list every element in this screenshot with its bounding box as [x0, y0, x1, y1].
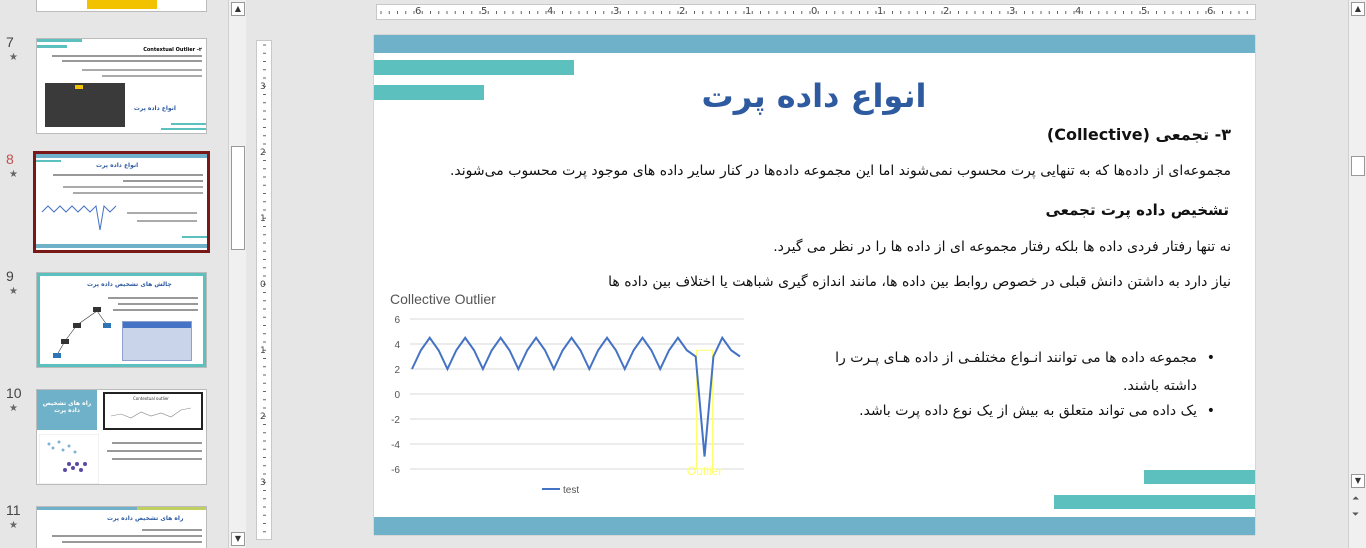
next-slide-icon[interactable]: ⏷	[1352, 510, 1360, 520]
thumbnail-scatter	[39, 434, 99, 484]
ruler-label: 0	[811, 6, 818, 17]
previous-slide-icon[interactable]: ⏶	[1352, 494, 1360, 504]
scroll-up-button[interactable]: ▲	[231, 2, 245, 16]
bullet-line-continuation[interactable]: داشته باشند.	[1123, 378, 1197, 394]
ruler-label: 1	[877, 6, 884, 17]
animation-star-icon: ★	[9, 520, 18, 531]
scroll-up-button[interactable]: ▲	[1351, 2, 1365, 16]
animation-star-icon: ★	[9, 403, 18, 414]
ruler-label: 5	[481, 6, 488, 17]
accent-bar	[1144, 470, 1255, 484]
ruler-label: 6	[415, 6, 422, 17]
thumbnail-title: راه های تشخیص داده پرت	[107, 515, 184, 522]
thumbnail-chart-image	[45, 83, 125, 127]
thumbnail-table	[122, 321, 192, 361]
thumbnail-heading: Contextual Outlier -۲	[143, 47, 202, 53]
ruler-label: 2	[679, 6, 686, 17]
bottom-band	[374, 517, 1255, 535]
thumbnail-slide-8[interactable]	[33, 151, 210, 253]
scroll-down-button[interactable]: ▼	[231, 532, 245, 546]
accent-bar	[1054, 495, 1255, 509]
thumbnail-number: 7	[6, 34, 14, 50]
y-tick-label: -4	[391, 440, 400, 451]
chart-title: Collective Outlier	[390, 291, 496, 307]
ruler-label: 1	[260, 346, 266, 356]
ruler-label: 2	[260, 412, 266, 422]
bullet-icon: •	[1206, 350, 1215, 366]
top-band	[374, 35, 1255, 53]
thumbnail-title: راه های تشخیص داده پرت	[37, 390, 97, 430]
series-line-test	[412, 338, 740, 457]
ruler-label: 3	[613, 6, 620, 17]
animation-star-icon: ★	[9, 52, 18, 63]
accent-bar	[374, 60, 574, 75]
y-tick-label: 0	[394, 390, 400, 401]
bullet-line[interactable]: مجموعه داده ها می توانند انـواع مختلفـی از داده هـای پـرت را	[835, 350, 1197, 366]
legend-label: test	[563, 485, 580, 496]
line-chart[interactable]	[382, 287, 752, 499]
thumbnail-chart-title: Contextual outlier	[133, 396, 169, 401]
scroll-thumb[interactable]	[1351, 156, 1365, 176]
ruler-label: 6	[1207, 6, 1214, 17]
thumbnail-scrollbar[interactable]	[228, 0, 246, 548]
outlier-annotation: Outlier	[686, 464, 723, 478]
y-tick-label: 6	[394, 315, 400, 326]
ruler-label: 4	[547, 6, 554, 17]
ruler-label: 2	[260, 148, 266, 158]
y-tick-label: 4	[394, 340, 400, 351]
slide-title[interactable]: انواع داده پرت	[701, 77, 927, 115]
animation-star-icon: ★	[9, 286, 18, 297]
thumbnail-number: 8	[6, 151, 14, 167]
thumbnail-slide-7[interactable]	[36, 38, 207, 134]
accent-bar	[374, 85, 484, 100]
slide-canvas[interactable]	[374, 35, 1255, 535]
ruler-label: 5	[1141, 6, 1148, 17]
sub-heading[interactable]: تشخیص داده پرت تجمعی	[1045, 201, 1229, 219]
bullet-line[interactable]: یک داده می تواند متعلق به بیش از یک نوع داده پرت باشد.	[859, 403, 1197, 419]
thumbnail-chart	[103, 392, 203, 430]
thumbnail-slide-10[interactable]	[36, 389, 207, 485]
paragraph[interactable]: مجموعه‌ای از داده‌ها که به تنهایی پرت محسوب نمی‌شوند اما این مجموعه داده‌ها در کنار سایر داده های موجود پرت محسوب می‌شوند.	[449, 163, 1231, 179]
chart-plot	[382, 287, 752, 499]
thumbnail-tree-diagram	[47, 303, 117, 363]
thumbnail-title: چالش های تشخیص داده پرت	[87, 281, 172, 288]
thumbnail-title: انواع داده پرت	[133, 105, 176, 112]
y-tick-label: -6	[391, 465, 400, 476]
thumbnail-number: 9	[6, 268, 14, 284]
ruler-label: 1	[745, 6, 752, 17]
ruler-label: 3	[1009, 6, 1016, 17]
ruler-label: 0	[260, 280, 266, 290]
thumbnail-slide-11[interactable]	[36, 506, 207, 548]
thumbnail-title: انواع داده پرت	[96, 162, 139, 169]
paragraph[interactable]: نیاز دارد به داشتن دانش قبلی در خصوص روابط بین داده ها، مانند اندازه گیری شباهت یا اختلاف بین داده ها	[608, 274, 1231, 290]
ruler-label: 2	[943, 6, 950, 17]
section-heading[interactable]: ۳- تجمعی (Collective)	[1046, 125, 1231, 144]
y-tick-label: 2	[394, 365, 400, 376]
y-tick-label: -2	[391, 415, 400, 426]
ruler-label: 3	[260, 82, 266, 92]
scroll-down-button[interactable]: ▼	[1351, 474, 1365, 488]
vertical-ruler[interactable]	[256, 40, 272, 540]
ruler-label: 4	[1075, 6, 1082, 17]
slide-thumbnail-pane	[0, 0, 228, 548]
thumbnail-partial[interactable]	[36, 0, 207, 12]
slide-editing-area	[248, 0, 1348, 548]
horizontal-ruler[interactable]	[376, 4, 1256, 20]
animation-star-icon: ★	[9, 169, 18, 180]
paragraph[interactable]: نه تنها رفتار فردی داده ها بلکه رفتار مجموعه ای از داده ها را در نظر می گیرد.	[773, 239, 1231, 255]
ruler-label: 3	[260, 478, 266, 488]
thumbnail-number: 11	[6, 502, 21, 518]
ruler-label: 1	[260, 214, 266, 224]
scroll-thumb[interactable]	[231, 146, 245, 250]
bullet-icon: •	[1206, 403, 1215, 419]
main-scrollbar[interactable]	[1348, 0, 1366, 548]
thumbnail-slide-9[interactable]	[36, 272, 207, 368]
thumbnail-chart	[40, 200, 120, 240]
thumbnail-number: 10	[6, 385, 22, 401]
